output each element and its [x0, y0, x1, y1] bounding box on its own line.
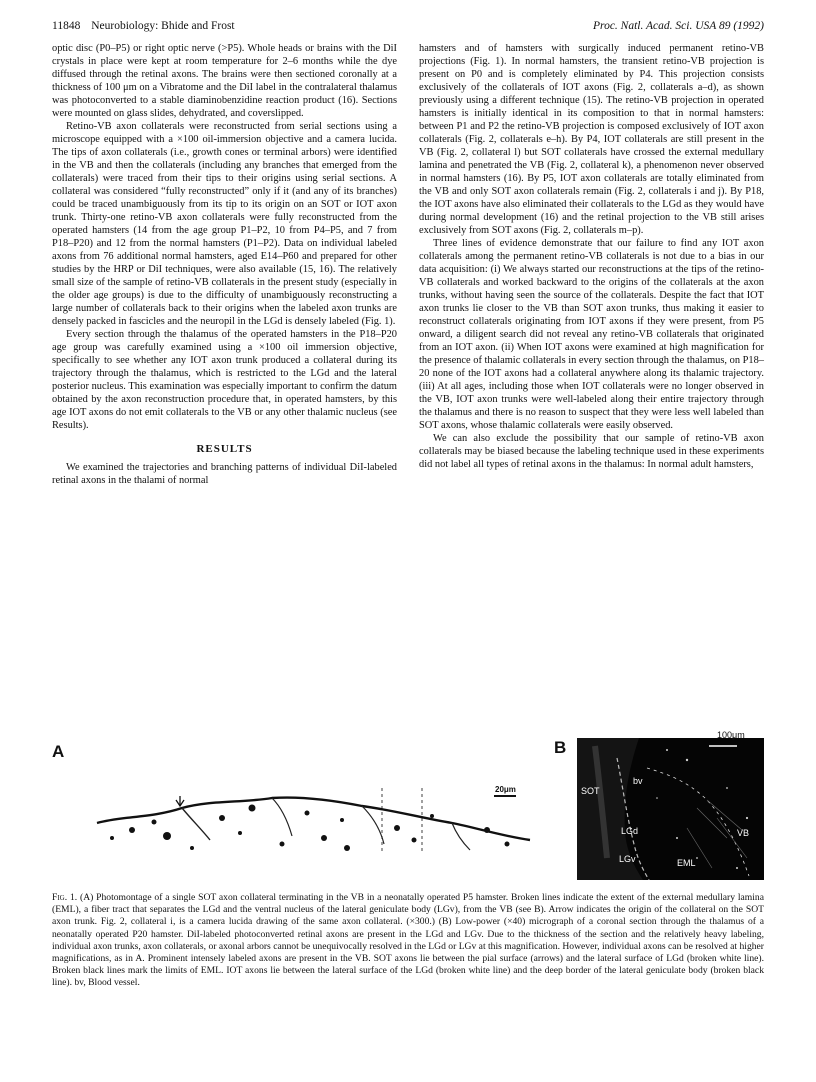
- panel-b-label: B: [554, 738, 567, 757]
- figure-caption-text: (A) Photomontage of a single SOT axon collateral terminating in the VB in a neonatally operated P5 hamster. Broken lines indicate the extent of the external medullary lamina (EML), a fiber tract that separates the LGd and the ventral nucleus of the lateral geniculate body (LGv), from the VB (see B). Arrow indicates the origin of the collateral on the SOT axon trunk. Fig. 2, collateral i, is a camera lucida drawing of the same axon collateral. (×300.) (B) Low-power (×40) micrograph of a coronal section through the thalamus of a neonatally operated P20 hamster. DiI-labeled photoconverted retinal axons are present in the LGd and LGv. Due to the thickness of the section and the relatively heavy labeling, individual axon trunks, axon collaterals, or axonal arbors cannot be unequivocally resolved in the LGd or LGv at this magnification. However, individual axons can be resolved at higher magnifications, as in A. Prominent intensely labeled axons are present in the VB. SOT axons lie between the pial surface (arrows) and the lateral surface of LGd (broken white line). Broken black lines mark the limits of EML. IOT axons lie between the lateral surface of the LGd (broken white line) and the deep border of the lateral geniculate body (broken black line). bv, Blood vessel.: [52, 892, 764, 989]
- results-paragraph-2: hamsters and of hamsters with surgically induced permanent retino-VB projections (Fig. 1). In normal hamsters, the transient retino-VB projection is present on P0 and is completely eliminated by P4. This projection consists exclusively of the collaterals of IOT axons (Fig. 2, collaterals a–d), as shown previously using a different technique (15). The retino-VB projection in operated hamsters is initially identical in its composition to that in normal hamsters: between P1 and P2 the retino-VB projection is composed exclusively of IOT axon collaterals (Fig. 2, collaterals e–h). By P4, IOT collaterals are still present in the VB (Fig. 2, collateral l) but SOT collaterals have crossed the external medullary lamina and penetrated the VB (Fig. 2, collateral k), a phenomenon never observed in normal hamsters (16). By P5, IOT axon collaterals are totally eliminated from the VB and only SOT axon collaterals remain (Fig. 2, collaterals i and j). By P18, the IOT axons have also eliminated their collaterals to the LGd as they would have during normal development (16) and the retinal projection to the VB still arises exclusively from SOT axons (Fig. 2, collaterals m–p).: [419, 43, 764, 236]
- methods-paragraph-3: Every section through the thalamus of the operated hamsters in the P18–P20 age group was carefully examined using a ×100 oil immersion objective, specifically to see whether any IOT axon trunk produced a collateral during its trajectory through the thalamus, which is restricted to the LGd and the lateral posterior nucleus. This examination was especially important to confirm the datum obtained by the axon reconstruction procedure that, in operated hamsters, by this age IOT axons do not emit collaterals to the VB or any other thalamic nucleus (see Results).: [52, 329, 397, 431]
- figure-caption: [52, 892, 764, 990]
- left-column: [52, 42, 397, 487]
- panel-b-micrograph: [577, 730, 764, 880]
- journal-citation: Proc. Natl. Acad. Sci. USA 89 (1992): [593, 20, 764, 32]
- methods-paragraph-1: optic disc (P0–P5) or right optic nerve (>P5). Whole heads or brains with the DiI crystals in place were kept at room temperature for 2–6 months while the dye diffused through the retinal axons. The brains were then sectioned coronally at a thickness of 100 μm on a Vibratome and the DiI label in the contralateral thalamus was photoconverted to a stable diaminobenzidine reaction product (16). Sections were mounted on glass slides, dehydrated, and coverslipped.: [52, 43, 397, 119]
- results-paragraph-1: We examined the trajectories and branching patterns of individual DiI-labeled retinal axons in the thalami of normal: [52, 462, 397, 486]
- running-title: Neurobiology: Bhide and Frost: [91, 20, 235, 32]
- panel-b-texture: [577, 738, 764, 880]
- label-bv: bv: [633, 776, 643, 786]
- results-heading: RESULTS: [196, 443, 253, 455]
- figure-caption-label: Fig. 1.: [52, 892, 78, 903]
- label-lgv: LGv: [619, 854, 636, 864]
- header-left: [52, 20, 235, 32]
- label-lgd: LGd: [621, 826, 639, 836]
- label-eml: EML: [677, 858, 696, 868]
- running-header: [52, 20, 764, 36]
- results-paragraph-4: We can also exclude the possibility that our sample of retino-VB axon collaterals may be biased because the labeling technique used in these experiments did not label all types of retinal axons in the thalamus: In normal adult hamsters,: [419, 433, 764, 470]
- page-number: 11848: [52, 20, 81, 32]
- methods-paragraph-2: Retino-VB axon collaterals were reconstructed from serial sections using a microscope equipped with a ×100 oil-immersion objective and a camera lucida. The tips of axon collaterals (i.e., growth cones or terminal arbors) were identified in the VB and then the collaterals (including any branches that emerged from the collaterals) were traced from their tips to their origins using serial sections. A collateral was considered “fully reconstructed” only if it (and any of its branches) could be traced unambiguously from its tip to its origin on an SOT or IOT axon trunk. Thirty-one retino-VB axon collaterals were fully reconstructed from the operated hamsters (14 from the age group P1–P2, 10 from P4–P5, and 7 from P18–P20) and 12 from the normal hamsters (P1–P2). Data on individual labeled axons from 76 additional normal hamsters, aged E14–P60 and prepared for other studies by the HRP or DiI techniques, were also available (15, 16). The relatively small size of the sample of retino-VB collaterals in the present study (especially in the older age groups) is due to the difficulty of unambiguously reconstructing a large number of collaterals back to their origins when the labeled axon trunks are densely packed in fascicles and the neuropil in the LGd is densely labeled (Fig. 1).: [52, 121, 397, 327]
- panel-a-photomontage: [92, 778, 532, 858]
- right-column: [419, 42, 764, 471]
- scale-bar-b-label: 100μm: [717, 730, 745, 740]
- results-paragraph-3: Three lines of evidence demonstrate that our failure to find any IOT axon collaterals among the permanent retino-VB collaterals is not due to a bias in our data acquisition: (i) We always started our reconstructions at the tips of the retino-VB collaterals and worked backward to the origins of the collaterals at the axon trunks, without having seen the source of the collaterals. Despite the fact that IOT axon trunks lie closer to the VB than SOT axon trunks, thus making it easier to reconstruct collaterals originating from IOT axons if they were present, from P5 onward, a diligent search did not reveal any retino-VB collaterals that originated from an IOT axon. (ii) When IOT axons were examined at high magnification for the presence of thalamic collaterals in every section through the thalamus, on P18–20 none of the IOT axons had a collateral anywhere along its thalamic trajectory. (iii) At all ages, including those when IOT collaterals were no longer observed in the VB, IOT axon trunks were well-labeled along their entire trajectory through the thalamus and there is no reason to suspect that they were less well labeled than SOT axons, whose thalamic collaterals were easily observed.: [419, 238, 764, 431]
- label-vb: VB: [737, 828, 750, 838]
- scale-bar-a-label: 20μm: [495, 785, 516, 794]
- label-sot: SOT: [581, 786, 600, 796]
- figure-1: [52, 730, 764, 880]
- panel-a-label: A: [52, 742, 65, 761]
